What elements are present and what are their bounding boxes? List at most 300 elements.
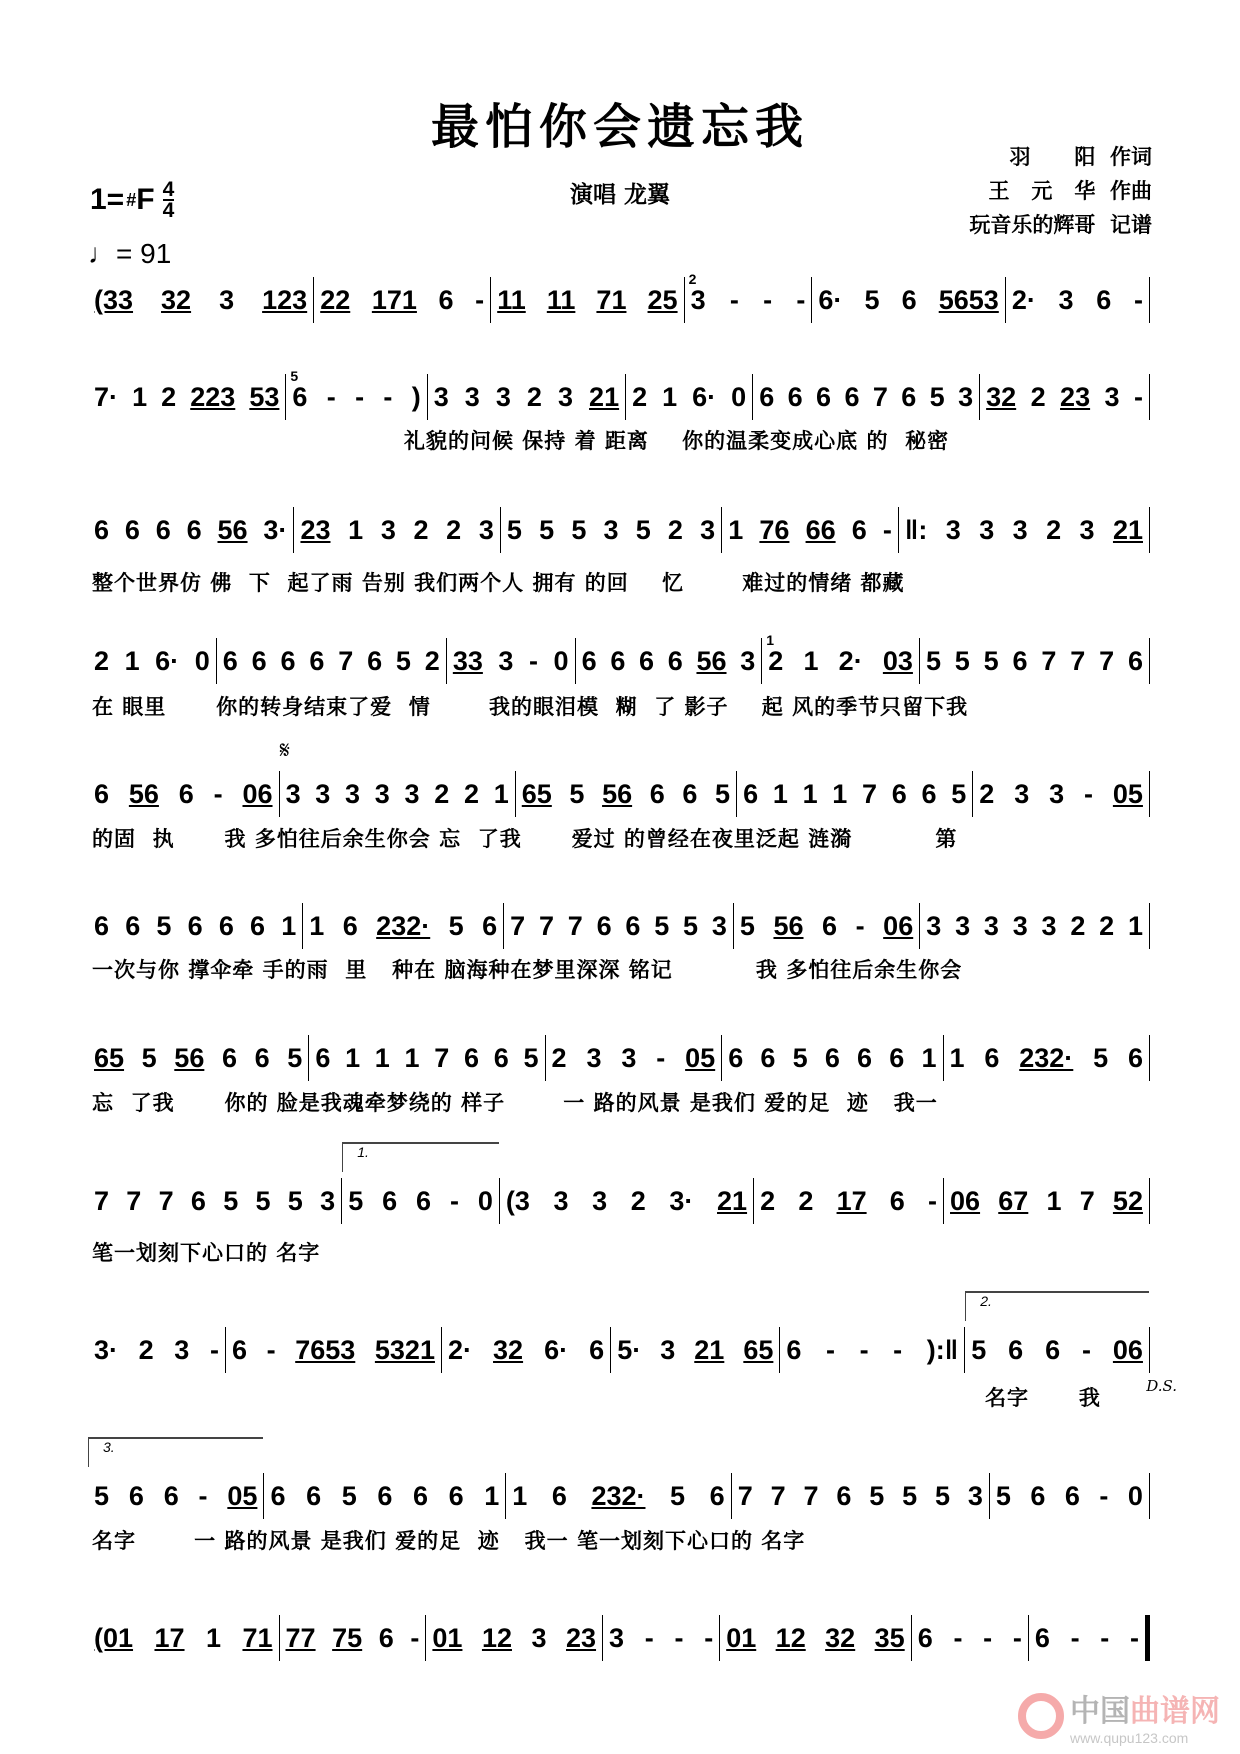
notation-line bbox=[88, 903, 1150, 949]
note-group: 6 bbox=[438, 284, 454, 315]
measure bbox=[1005, 277, 1150, 323]
note-group: 6 bbox=[759, 381, 775, 412]
note-group: - bbox=[449, 1185, 459, 1216]
note-group: 5 bbox=[869, 1480, 885, 1511]
note-group: 1 bbox=[832, 778, 848, 809]
note-group: 6 bbox=[186, 514, 202, 545]
note-group: 6 bbox=[581, 645, 597, 676]
measure bbox=[736, 771, 972, 817]
note-group: - bbox=[326, 381, 336, 412]
note-group: 25 bbox=[647, 284, 678, 315]
lyricist-credit: 羽 阳 作词 bbox=[1009, 144, 1152, 169]
key-signature bbox=[90, 180, 174, 220]
note-group: 1 bbox=[1127, 910, 1143, 941]
measure bbox=[425, 1615, 602, 1661]
grace-note: 1 bbox=[766, 632, 775, 648]
song-title: 最怕你会遗忘我 bbox=[430, 99, 809, 155]
note-group: 6· bbox=[818, 284, 843, 315]
note-group: 3· bbox=[94, 1334, 119, 1365]
note-group: 6 bbox=[901, 381, 917, 412]
tempo-marking: ♩= 91 bbox=[88, 238, 172, 269]
note-group: 6 bbox=[128, 1480, 144, 1511]
note-group: 06 bbox=[950, 1185, 981, 1216]
measure bbox=[625, 374, 752, 420]
note-group: 2 bbox=[1070, 910, 1086, 941]
note-group: 6 bbox=[125, 910, 141, 941]
note-group: 6 bbox=[1008, 1334, 1024, 1365]
note-group: 5 bbox=[287, 1042, 303, 1073]
note-group: 3 bbox=[345, 778, 361, 809]
note-group: 6· bbox=[155, 645, 180, 676]
note-group: 6 bbox=[342, 910, 358, 941]
note-group: 75 bbox=[332, 1622, 363, 1653]
watermark-brand-a: 中国 bbox=[1070, 1695, 1130, 1728]
note-group: 2 bbox=[138, 1334, 154, 1365]
note-group: 3 bbox=[1104, 381, 1120, 412]
measure bbox=[88, 1178, 341, 1224]
note-group: 67 bbox=[998, 1185, 1029, 1216]
notation-line bbox=[88, 1439, 1150, 1519]
note-group: 1 bbox=[348, 514, 364, 545]
note-group: 3 bbox=[1041, 910, 1057, 941]
note-group: - bbox=[198, 1480, 208, 1511]
note-group: 2 bbox=[526, 381, 542, 412]
watermark-brand bbox=[1070, 1686, 1220, 1730]
measure bbox=[919, 903, 1150, 949]
note-group: 1 bbox=[374, 1042, 390, 1073]
note-group: 6 bbox=[921, 778, 937, 809]
note-group: 7 bbox=[538, 910, 554, 941]
note-group: 2 bbox=[798, 1185, 814, 1216]
note-group: 05 bbox=[685, 1042, 716, 1073]
note-group: 3 bbox=[592, 1185, 608, 1216]
note-group: 3 bbox=[495, 381, 511, 412]
watermark bbox=[1018, 1686, 1220, 1746]
note-group: 6 bbox=[378, 1622, 394, 1653]
note-group: 3 bbox=[740, 645, 756, 676]
note-group: 3 bbox=[1058, 284, 1074, 315]
measure bbox=[341, 1144, 499, 1224]
note-group: 3 bbox=[557, 381, 574, 412]
measure bbox=[216, 638, 446, 684]
time-bottom: 4 bbox=[162, 199, 175, 222]
note-group: ) bbox=[411, 381, 421, 412]
note-group: - bbox=[855, 910, 865, 941]
note-group: (33 bbox=[94, 284, 134, 315]
note-group: - bbox=[763, 284, 773, 315]
note-group: 7 bbox=[737, 1480, 753, 1511]
note-group: 2 bbox=[768, 645, 784, 676]
measure bbox=[302, 903, 503, 949]
note-group: 3 bbox=[380, 514, 396, 545]
note-group: 3 bbox=[315, 778, 331, 809]
note-group: 6 bbox=[551, 1480, 567, 1511]
note-group: 1 bbox=[124, 645, 140, 676]
lyrics-line: 礼貌的问候 保持 着 距离 你的温柔变成心底 的 秘密 bbox=[404, 428, 950, 453]
note-group: 23 bbox=[565, 1622, 597, 1653]
note-group: 6· bbox=[544, 1334, 569, 1365]
note-group: 6 bbox=[649, 778, 665, 809]
note-group: 65 bbox=[521, 778, 552, 809]
note-group: 66 bbox=[805, 514, 836, 545]
note-group: 6 bbox=[280, 645, 296, 676]
note-group: 3 bbox=[1014, 778, 1030, 809]
measure bbox=[811, 277, 1004, 323]
note-group: 5653 bbox=[938, 284, 999, 315]
measure bbox=[505, 1473, 730, 1519]
note-group: - bbox=[953, 1622, 963, 1653]
note-group: 1 bbox=[404, 1042, 420, 1073]
note-group: 0 bbox=[194, 645, 210, 676]
measure bbox=[279, 1615, 426, 1661]
note-group: 6 bbox=[1064, 1480, 1080, 1511]
note-group: 2· bbox=[1011, 284, 1036, 315]
notation-line bbox=[88, 737, 1150, 817]
note-group: - bbox=[893, 1334, 903, 1365]
note-group: 3 bbox=[1049, 778, 1065, 809]
note-group: 3 bbox=[174, 1334, 190, 1365]
note-group: 1 bbox=[728, 514, 744, 545]
measure bbox=[499, 1178, 753, 1224]
note-group: 5 bbox=[995, 1480, 1011, 1511]
transcriber-credit: 玩音乐的辉哥 记谱 bbox=[969, 212, 1152, 237]
note-group: 6 bbox=[1127, 1042, 1143, 1073]
note-group: 21 bbox=[1112, 514, 1143, 545]
volta-bracket: 1. bbox=[342, 1142, 499, 1172]
note-group: 6 bbox=[482, 910, 498, 941]
note-group: 3 bbox=[979, 514, 995, 545]
note-group: 3 bbox=[553, 1185, 569, 1216]
note-group: 6 bbox=[851, 514, 867, 545]
note-group: 3 bbox=[464, 381, 480, 412]
note-group: 1 bbox=[1046, 1185, 1062, 1216]
note-group: 03 bbox=[882, 645, 913, 676]
note-group: 5 bbox=[341, 1480, 357, 1511]
note-group: 6 bbox=[1034, 1622, 1050, 1653]
measure bbox=[88, 771, 279, 817]
note-group: 5 bbox=[929, 381, 945, 412]
note-group: 2 bbox=[1099, 910, 1115, 941]
note-group: 6 bbox=[155, 514, 171, 545]
lyrics-line: 在 眼里 你的转身结束了爱 情 我的眼泪模 糊 了 影子 起 风的季节只留下我 bbox=[92, 694, 969, 719]
measure bbox=[545, 1035, 722, 1081]
measure bbox=[88, 277, 313, 323]
note-group: 65 bbox=[94, 1042, 125, 1073]
note-group: 12 bbox=[481, 1622, 512, 1653]
note-group: 3 bbox=[983, 910, 999, 941]
note-group: 5 bbox=[287, 1185, 303, 1216]
note-group: 3 bbox=[219, 284, 235, 315]
note-group: 5 bbox=[951, 778, 967, 809]
note-group: 0 bbox=[477, 1185, 493, 1216]
note-group: 3 bbox=[926, 910, 942, 941]
note-group: 2· bbox=[838, 645, 863, 676]
note-group: 6 bbox=[589, 1334, 605, 1365]
note-group: 6 bbox=[94, 778, 110, 809]
note-group: 5 bbox=[983, 645, 999, 676]
measure bbox=[779, 1327, 964, 1373]
note-group: 12 bbox=[775, 1622, 806, 1653]
measure bbox=[88, 1327, 225, 1373]
lyrics-line: 一次与你 撑伞牵 手的雨 里 种在 脑海种在梦里深深 铭记 我 多怕往后余生你会 bbox=[92, 957, 963, 982]
note-group: 53 bbox=[249, 381, 280, 412]
note-group: 5 bbox=[569, 778, 585, 809]
note-group: 2 bbox=[424, 645, 440, 676]
note-group: 0 bbox=[731, 381, 747, 412]
note-group: - bbox=[355, 381, 365, 412]
composer-credit: 王 元 华 作曲 bbox=[988, 178, 1152, 203]
note-group: - bbox=[1070, 1622, 1080, 1653]
note-group: 5 bbox=[448, 910, 464, 941]
measure bbox=[88, 374, 285, 420]
note-group: 76 bbox=[759, 514, 790, 545]
note-group: - bbox=[475, 284, 485, 315]
note-group: 23 bbox=[1060, 381, 1091, 412]
note-group: 6 bbox=[1045, 1334, 1061, 1365]
note-group: 2 bbox=[446, 514, 462, 545]
note-group: 2 bbox=[979, 778, 995, 809]
note-group: 7· bbox=[94, 381, 119, 412]
note-group: 5 bbox=[539, 514, 555, 545]
note-group: 52 bbox=[1112, 1185, 1143, 1216]
measure bbox=[293, 507, 499, 553]
notation-line bbox=[88, 1144, 1150, 1224]
measure bbox=[503, 903, 733, 949]
note-group: 223 bbox=[190, 381, 236, 412]
note-group: 7 bbox=[1079, 1185, 1095, 1216]
note-group: ):‖ bbox=[926, 1334, 959, 1365]
key-prefix: 1= bbox=[90, 183, 125, 216]
note-group: 5 bbox=[902, 1480, 918, 1511]
note-group: 3 bbox=[690, 284, 706, 315]
note-group: 2 bbox=[413, 514, 429, 545]
note-group: 21 bbox=[717, 1185, 748, 1216]
measure bbox=[721, 1035, 942, 1081]
note-group: 3 bbox=[498, 645, 514, 676]
note-group: 7 bbox=[338, 645, 354, 676]
measure bbox=[733, 903, 919, 949]
measure bbox=[446, 638, 575, 684]
note-group: 56 bbox=[602, 778, 633, 809]
note-group: 1 bbox=[512, 1480, 528, 1511]
note-group: 1 bbox=[949, 1042, 965, 1073]
sharp-accidental: # bbox=[126, 189, 137, 210]
note-group: 5 bbox=[523, 1042, 539, 1073]
measure bbox=[761, 632, 919, 684]
measure bbox=[943, 1035, 1150, 1081]
note-group: - bbox=[656, 1042, 666, 1073]
note-group: 7 bbox=[158, 1185, 174, 1216]
note-group: 56 bbox=[773, 910, 804, 941]
note-group: 23 bbox=[300, 514, 331, 545]
measure bbox=[441, 1327, 610, 1373]
note-group: 6 bbox=[709, 1480, 725, 1511]
note-group: 2· bbox=[448, 1334, 473, 1365]
note-group: 6 bbox=[610, 645, 626, 676]
note-group: 6 bbox=[163, 1480, 179, 1511]
note-group: - bbox=[383, 381, 393, 412]
note-group: 3 bbox=[967, 1480, 983, 1511]
note-group: 6 bbox=[94, 910, 110, 941]
note-group: 6 bbox=[1127, 645, 1143, 676]
note-group: 01 bbox=[726, 1622, 757, 1653]
note-group: 2 bbox=[1030, 381, 1046, 412]
measure bbox=[731, 1473, 989, 1519]
note-group: 6 bbox=[412, 1480, 428, 1511]
note-group: 1 bbox=[484, 1480, 500, 1511]
note-group: 6 bbox=[743, 778, 759, 809]
volta-bracket: 3. bbox=[88, 1437, 263, 1467]
note-group: 6 bbox=[493, 1042, 509, 1073]
note-group: 6 bbox=[94, 514, 110, 545]
note-group: - bbox=[209, 1334, 219, 1365]
note-group: 3 bbox=[433, 381, 449, 412]
key-note: F bbox=[136, 183, 155, 216]
note-group: 7653 bbox=[295, 1334, 356, 1365]
note-group: 7 bbox=[872, 381, 888, 412]
credits bbox=[969, 140, 1152, 242]
measure bbox=[919, 638, 1150, 684]
measure bbox=[313, 277, 490, 323]
note-group: 7 bbox=[803, 1480, 819, 1511]
note-group: 5 bbox=[255, 1185, 271, 1216]
note-group: - bbox=[1082, 1334, 1091, 1365]
note-group: 6 bbox=[889, 1185, 905, 1216]
note-group: 5 bbox=[715, 778, 731, 809]
note-group: 5 bbox=[934, 1480, 950, 1511]
note-group: (3 bbox=[505, 1185, 530, 1216]
note-group: - bbox=[213, 778, 223, 809]
note-group: 5 bbox=[506, 514, 522, 545]
note-group: 7 bbox=[1099, 645, 1115, 676]
note-group: 3 bbox=[621, 1042, 637, 1073]
note-group: 6 bbox=[891, 778, 907, 809]
note-group: 77 bbox=[285, 1622, 316, 1653]
watermark-logo-icon bbox=[1018, 1693, 1064, 1739]
note-group: 3 bbox=[478, 514, 494, 545]
note-group: 7 bbox=[862, 778, 878, 809]
note-group: 6 bbox=[816, 381, 832, 412]
note-group: 01 bbox=[432, 1622, 463, 1653]
note-group: - bbox=[704, 1622, 714, 1653]
note-group: 32 bbox=[986, 381, 1017, 412]
note-group: 2 bbox=[667, 514, 683, 545]
note-group: 6 bbox=[292, 381, 308, 412]
note-group: 5 bbox=[654, 910, 670, 941]
note-group: 6 bbox=[448, 1480, 464, 1511]
note-group: 5 bbox=[954, 645, 970, 676]
note-group: 6 bbox=[254, 1042, 270, 1073]
note-group: 6 bbox=[367, 645, 383, 676]
note-group: 5 bbox=[925, 645, 941, 676]
measure bbox=[279, 737, 515, 817]
measure bbox=[898, 507, 1150, 553]
note-group: 6 bbox=[901, 284, 917, 315]
measure bbox=[719, 1615, 911, 1661]
singer-credit: 演唱 龙翼 bbox=[569, 181, 670, 208]
note-group: 2 bbox=[434, 778, 450, 809]
note-group: 05 bbox=[227, 1480, 258, 1511]
note-group: 32 bbox=[161, 284, 192, 315]
note-group: 33 bbox=[452, 645, 483, 676]
note-group: 06 bbox=[883, 910, 914, 941]
measure bbox=[943, 1178, 1150, 1224]
note-group: 2 bbox=[760, 1185, 776, 1216]
note-group: 6 bbox=[1096, 284, 1112, 315]
note-group: 5 bbox=[792, 1042, 808, 1073]
watermark-brand-b: 曲谱网 bbox=[1130, 1695, 1220, 1728]
measure bbox=[964, 1293, 1177, 1395]
note-group: - bbox=[266, 1334, 276, 1365]
note-group: 56 bbox=[217, 514, 248, 545]
note-group: 71 bbox=[596, 284, 627, 315]
note-group: 1 bbox=[281, 910, 297, 941]
note-group: 6 bbox=[251, 645, 267, 676]
note-group: 3 bbox=[320, 1185, 336, 1216]
note-group: - bbox=[1099, 1480, 1109, 1511]
note-group: 3 bbox=[660, 1334, 676, 1365]
note-group: 6 bbox=[786, 1334, 802, 1365]
measure bbox=[88, 507, 293, 553]
note-group: - bbox=[1129, 1622, 1139, 1653]
measure bbox=[602, 1615, 719, 1661]
note-group: 5 bbox=[864, 284, 880, 315]
note-group: 6 bbox=[124, 514, 140, 545]
notation-line bbox=[88, 368, 1150, 420]
notation-line bbox=[88, 632, 1150, 684]
note-group: 5 bbox=[739, 910, 755, 941]
note-group: 35 bbox=[874, 1622, 905, 1653]
note-group: 3 bbox=[374, 778, 390, 809]
note-group: 6 bbox=[787, 381, 803, 412]
note-group: 6 bbox=[889, 1042, 905, 1073]
note-group: 6 bbox=[984, 1042, 1000, 1073]
measure bbox=[88, 638, 216, 684]
note-group: 22 bbox=[320, 284, 351, 315]
note-group: 6· bbox=[692, 381, 717, 412]
note-group: 56 bbox=[696, 645, 727, 676]
notation-line bbox=[88, 1035, 1150, 1081]
note-group: 5 bbox=[223, 1185, 239, 1216]
volta-bracket: 2. bbox=[965, 1291, 1149, 1321]
note-group: 6 bbox=[315, 1042, 331, 1073]
note-group: - bbox=[529, 645, 538, 676]
note-group: 5 bbox=[683, 910, 699, 941]
note-group: 6 bbox=[187, 910, 203, 941]
note-group: 6 bbox=[250, 910, 266, 941]
lyrics-line: 忘 了我 你的 脸是我魂牵梦绕的 样子 一 路的风景 是我们 爱的足 迹 我一 bbox=[92, 1090, 938, 1115]
note-group: - bbox=[729, 284, 739, 315]
note-group: 1 bbox=[772, 778, 788, 809]
note-group: 32 bbox=[493, 1334, 524, 1365]
note-group: 6 bbox=[639, 645, 655, 676]
note-group: 5321 bbox=[374, 1334, 435, 1365]
note-group: - bbox=[928, 1185, 938, 1216]
note-group: 3 bbox=[603, 514, 619, 545]
measure bbox=[911, 1615, 1028, 1661]
note-group: 3 bbox=[609, 1622, 625, 1653]
note-group: - bbox=[825, 1334, 835, 1365]
note-group: - bbox=[410, 1622, 420, 1653]
note-group: - bbox=[1100, 1622, 1110, 1653]
note-group: ‖: bbox=[904, 514, 928, 545]
note-group: 0 bbox=[553, 645, 569, 676]
note-group: 2 bbox=[1046, 514, 1062, 545]
note-group: 2 bbox=[161, 381, 177, 412]
note-group: 1 bbox=[309, 910, 325, 941]
note-group: 2 bbox=[551, 1042, 567, 1073]
grace-note: 2 bbox=[688, 271, 697, 287]
